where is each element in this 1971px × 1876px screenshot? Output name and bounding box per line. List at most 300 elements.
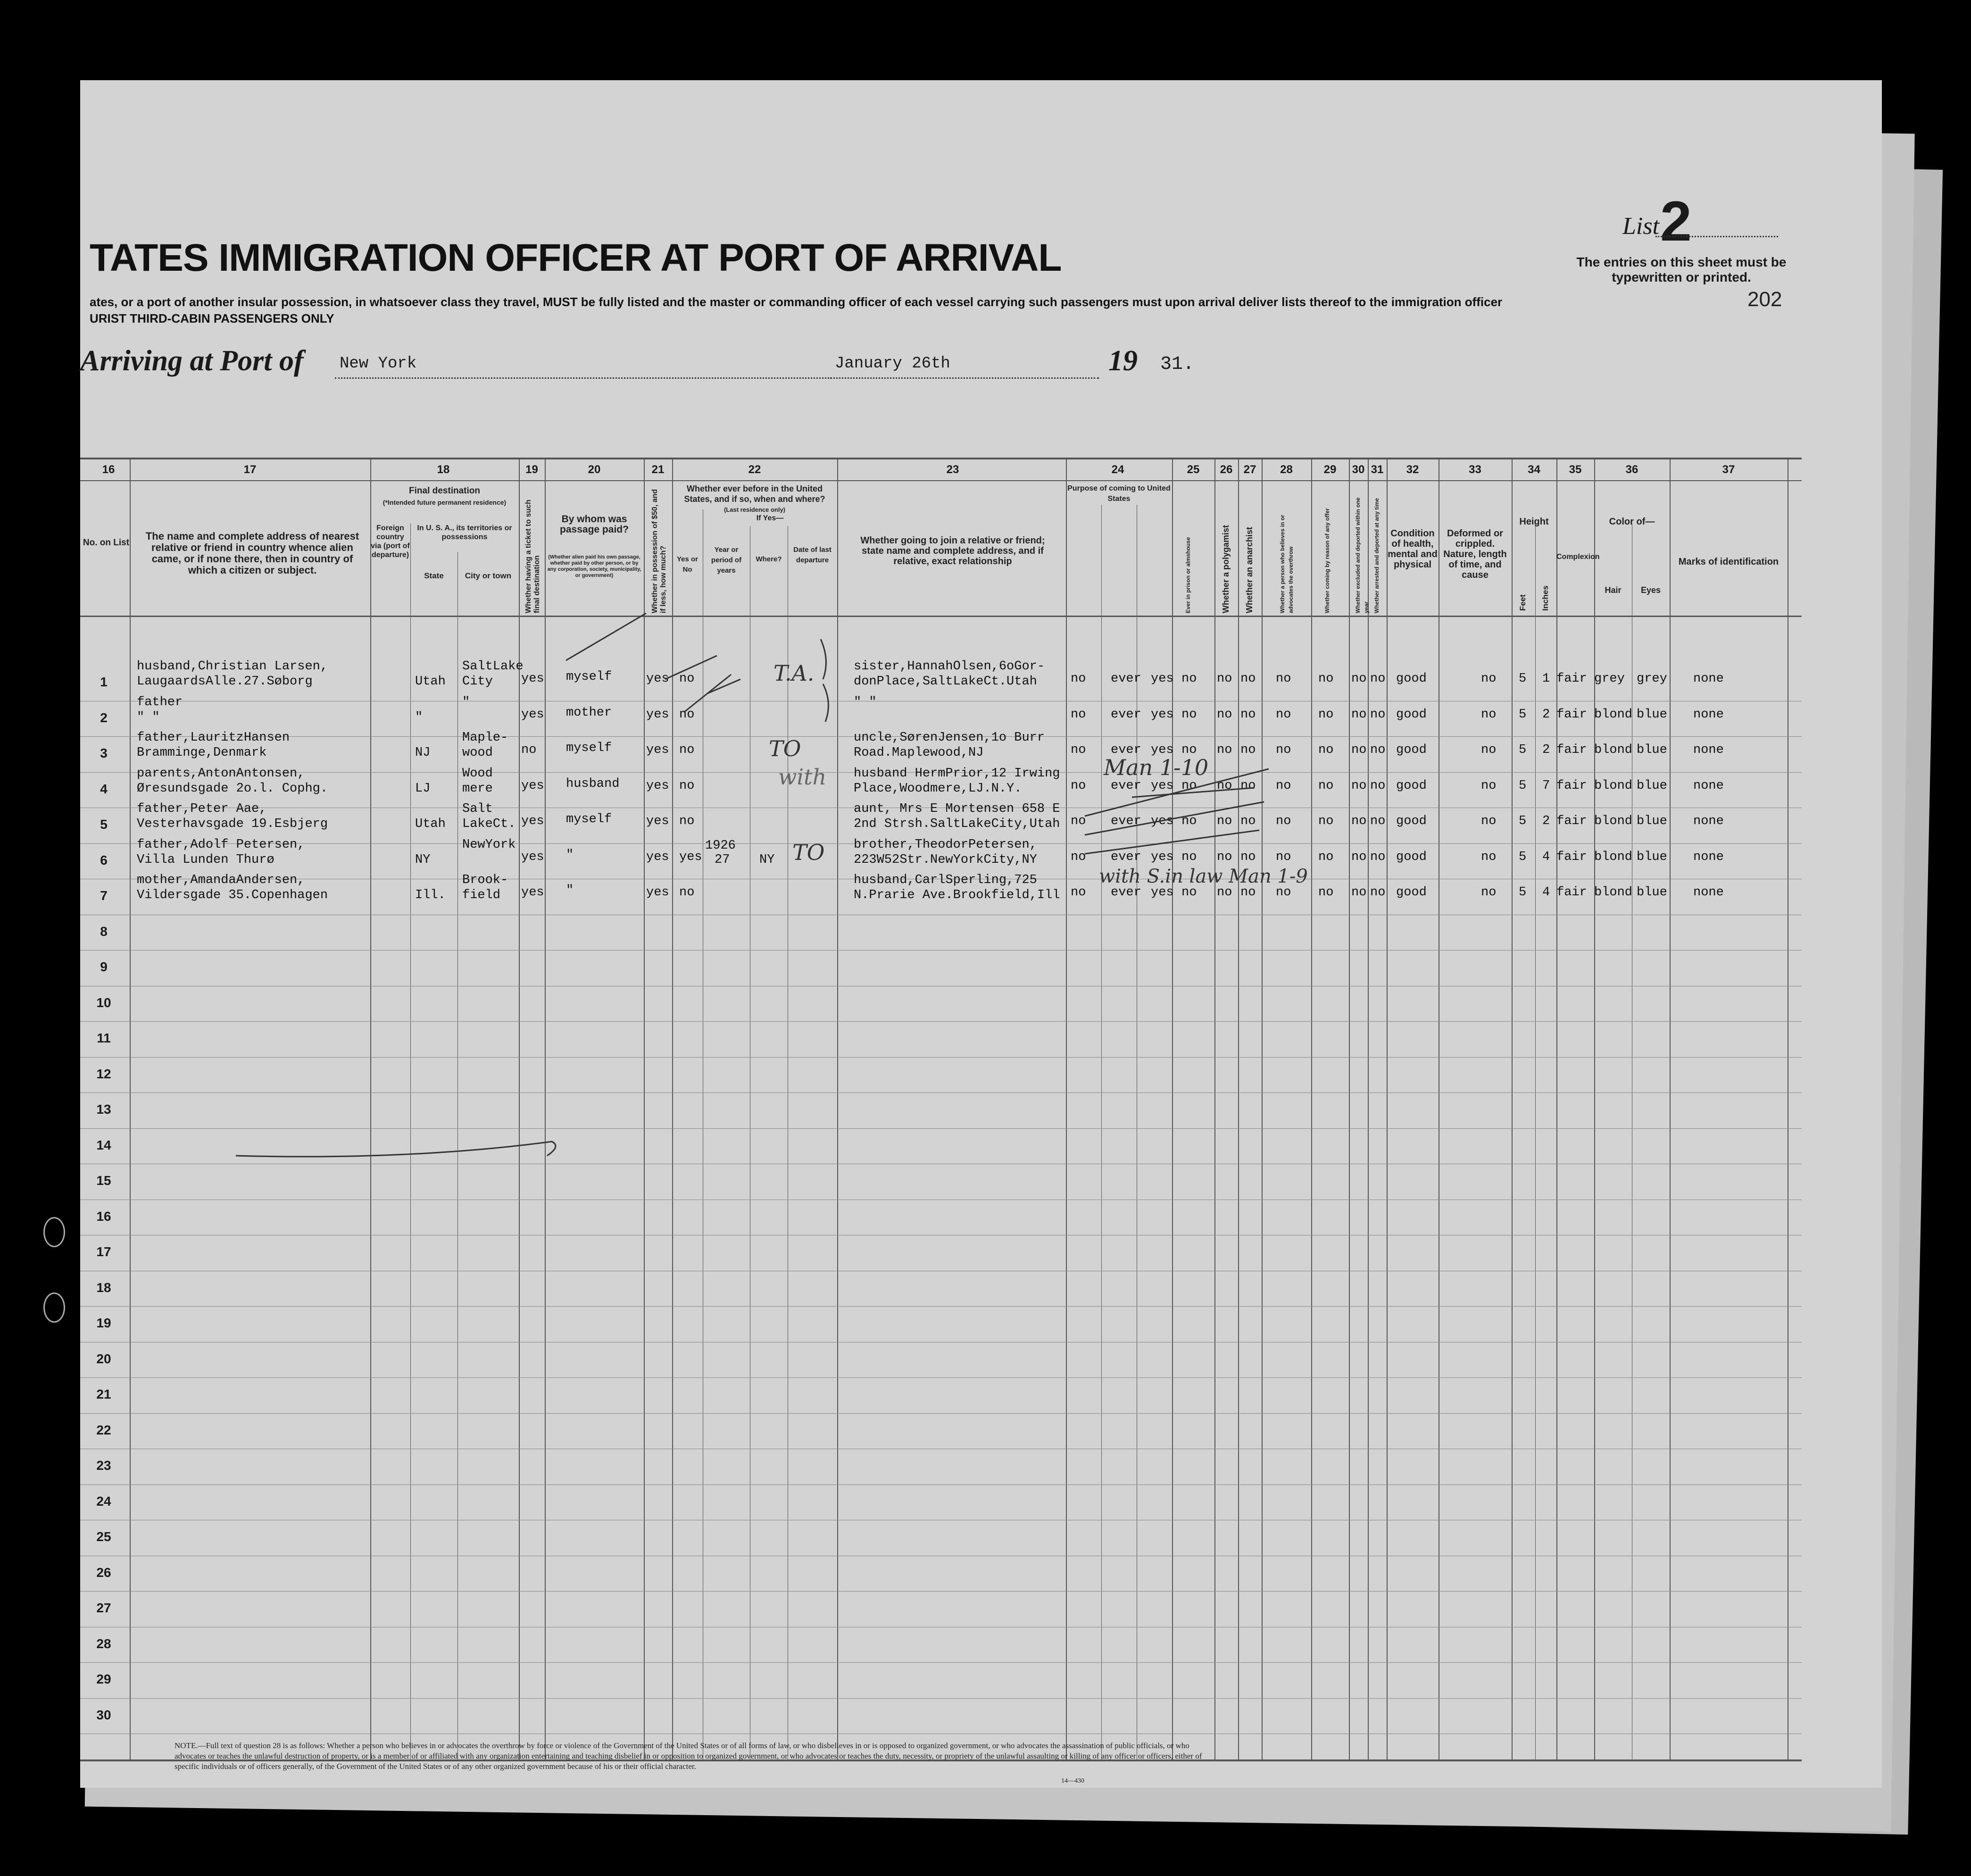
cell-paid: husband — [566, 776, 620, 791]
cell-c28: no — [1276, 885, 1291, 900]
cell-deformed: no — [1481, 778, 1497, 793]
row-number: 17 — [96, 1244, 111, 1259]
cell-city1: Wood — [462, 766, 493, 781]
cell-before: no — [679, 707, 695, 722]
row-number: 28 — [96, 1636, 111, 1651]
cell-marks: none — [1693, 778, 1724, 793]
header-final-destination: Final destination — [409, 486, 480, 496]
cell-c25: no — [1181, 814, 1197, 828]
colnum-36: 36 — [1625, 463, 1638, 476]
cell-paid: myself — [566, 812, 612, 826]
cell-c29: no — [1318, 814, 1334, 828]
colnum-24: 24 — [1111, 463, 1124, 476]
row-number: 6 — [100, 852, 108, 867]
cell-join1: husband,CarlSperling,725 — [854, 873, 1037, 887]
cell-c28: no — [1276, 778, 1291, 793]
row-number: 20 — [96, 1351, 111, 1366]
cell-deformed: no — [1481, 814, 1497, 828]
cell-feet: 5 — [1519, 814, 1527, 828]
cell-c31: no — [1370, 885, 1386, 900]
row-number: 30 — [96, 1707, 111, 1722]
row-number: 3 — [100, 746, 108, 760]
cell-join1: uncle,SørenJensen,1o Burr — [854, 731, 1045, 745]
cell-c26: no — [1217, 743, 1232, 757]
cell-eyes: blue — [1637, 885, 1667, 900]
header-city: City or town — [465, 571, 512, 580]
cell-c26: no — [1217, 814, 1232, 828]
cell-p1: no — [1071, 814, 1086, 828]
cell-p3: yes — [1151, 814, 1174, 828]
header-marks: Marks of identification — [1678, 557, 1779, 567]
cell-c27: no — [1240, 885, 1256, 900]
cell-eyes: blue — [1637, 707, 1667, 722]
cell-rel1: father,Peter Aae, — [137, 802, 267, 816]
header-anarchist: Whether an anarchist — [1245, 526, 1254, 613]
cell-join2: donPlace,SaltLakeCt.Utah — [854, 675, 1037, 689]
row-number: 13 — [96, 1102, 111, 1117]
row-number: 2 — [100, 710, 108, 725]
cell-paid: myself — [566, 670, 612, 684]
cell-ticket: yes — [521, 850, 544, 864]
cell-rel2: Vildersgade 35.Copenhagen — [137, 888, 328, 902]
cell-c28: no — [1276, 743, 1291, 757]
cell-before: no — [679, 778, 695, 793]
cell-deformed: no — [1481, 885, 1497, 900]
cell-state: " — [415, 710, 423, 725]
header-arrested: Whether arrested and deported at any time — [1373, 498, 1380, 613]
cell-city1: Maple- — [462, 731, 508, 745]
colnum-19: 19 — [525, 463, 538, 476]
colnum-31: 31 — [1371, 463, 1384, 476]
cell-money: yes — [646, 707, 669, 722]
header-ticket: Whether having a ticket to such final destination — [524, 500, 541, 613]
cell-state: Utah — [415, 817, 446, 831]
cell-money: yes — [646, 743, 669, 757]
cell-inches: 7 — [1542, 778, 1550, 793]
header-yes-no: Yes or No — [676, 555, 699, 574]
row-number: 18 — [96, 1280, 111, 1295]
cell-p1: no — [1071, 850, 1086, 864]
cell-c30: no — [1351, 850, 1367, 864]
cell-p1: no — [1071, 672, 1086, 686]
cell-before: no — [679, 743, 695, 757]
header-prison: Ever in prison or almshouse — [1185, 537, 1191, 613]
cell-join2: Place,Woodmere,LJ.N.Y. — [854, 781, 1022, 796]
cell-eyes: blue — [1637, 850, 1667, 864]
cell-p3: yes — [1151, 672, 1174, 686]
cell-join1: " " — [854, 695, 877, 709]
cell-hair: blond — [1594, 885, 1633, 900]
colnum-18: 18 — [437, 463, 450, 476]
cell-money: yes — [646, 814, 669, 828]
cell-deformed: no — [1481, 850, 1497, 864]
entries-note: The entries on this sheet must be typewritten or printed. — [1576, 255, 1787, 284]
cell-p2: ever — [1111, 743, 1141, 757]
cell-feet: 5 — [1519, 778, 1527, 793]
header-polygamist: Whether a polygamist — [1221, 525, 1231, 613]
cell-join2: 223W52Str.NewYorkCity,NY — [854, 852, 1037, 867]
cell-rel1: father,LauritzHansen — [137, 731, 290, 745]
cell-before: no — [679, 885, 695, 900]
header-money: Whether in possession of $50, and if less, how much? — [651, 489, 667, 613]
cell-paid: " — [566, 848, 574, 862]
cell-rel1: father,Adolf Petersen, — [137, 837, 305, 852]
colnum-28: 28 — [1280, 463, 1293, 476]
cell-c25: no — [1181, 672, 1197, 686]
cell-city1: Brook- — [462, 873, 508, 887]
cell-complexion: fair — [1556, 778, 1587, 793]
row-number: 15 — [96, 1173, 111, 1188]
colnum-35: 35 — [1569, 463, 1582, 476]
header-excluded: Whether excluded and deported within one year — [1355, 497, 1370, 613]
cell-c26: no — [1217, 707, 1232, 722]
cell-c27: no — [1240, 707, 1256, 722]
cell-complexion: fair — [1556, 885, 1587, 900]
cell-c29: no — [1318, 672, 1334, 686]
cell-c31: no — [1370, 707, 1386, 722]
header-hair: Hair — [1605, 585, 1622, 595]
colnum-34: 34 — [1528, 463, 1540, 476]
subtitle-line-2: URIST THIRD-CABIN PASSENGERS ONLY — [90, 311, 334, 325]
punch-hole — [43, 1292, 65, 1323]
cell-c28: no — [1276, 707, 1291, 722]
cell-feet: 5 — [1519, 743, 1527, 757]
form-number: 14—430 — [1061, 1777, 1084, 1784]
cell-health: good — [1396, 743, 1427, 757]
cell-rel2: " " — [137, 710, 160, 725]
cell-marks: none — [1693, 743, 1724, 757]
list-label: List — [1622, 213, 1660, 240]
cell-c27: no — [1240, 778, 1256, 793]
colnum-30: 30 — [1352, 463, 1365, 476]
cell-join2: Road.Maplewood,NJ — [854, 746, 984, 760]
row-number: 4 — [100, 781, 108, 796]
cell-before: no — [679, 814, 695, 828]
cell-eyes: blue — [1637, 778, 1667, 793]
row-number: 26 — [96, 1565, 111, 1580]
header-ever-before-sub: (Last residence only) — [724, 506, 786, 513]
header-state: State — [424, 571, 444, 580]
row-number: 12 — [96, 1066, 111, 1081]
cell-c25: no — [1181, 778, 1197, 793]
cell-hair: grey — [1594, 672, 1625, 686]
handwritten-note: T.A. — [773, 660, 815, 686]
cell-c30: no — [1351, 672, 1367, 686]
cell-feet: 5 — [1519, 885, 1527, 900]
cell-p2: ever — [1111, 885, 1141, 900]
handwritten-note: with — [778, 764, 827, 790]
cell-rel2: Bramminge,Denmark — [137, 746, 267, 760]
cell-inches: 1 — [1542, 672, 1550, 686]
cell-year2: 27 — [715, 852, 730, 867]
colnum-25: 25 — [1187, 463, 1200, 476]
cell-hair: blond — [1594, 814, 1633, 828]
punch-hole — [43, 1538, 62, 1565]
cell-health: good — [1396, 850, 1427, 864]
header-purpose: Purpose of coming to United States — [1067, 484, 1171, 503]
cell-before: no — [679, 672, 695, 686]
row-number: 14 — [96, 1137, 111, 1152]
cell-c29: no — [1318, 743, 1334, 757]
row-number: 10 — [96, 995, 111, 1010]
cell-city2: wood — [462, 746, 493, 760]
cell-money: yes — [646, 885, 669, 900]
port-line — [80, 344, 1495, 387]
cell-p3: yes — [1151, 743, 1174, 757]
cell-c28: no — [1276, 672, 1291, 686]
punch-hole — [43, 1217, 65, 1247]
pen-marks — [80, 458, 1802, 1759]
header-going-to-join: Whether going to join a relative or friend; state name and complete address, and if relative, exact relationship — [860, 535, 1045, 567]
colnum-21: 21 — [651, 463, 665, 476]
header-complexion: Complexion — [1556, 553, 1600, 561]
row-number: 19 — [96, 1316, 111, 1330]
cell-c29: no — [1318, 707, 1334, 722]
cell-year1: 1926 — [705, 838, 736, 853]
cell-state: LJ — [415, 781, 431, 796]
colnum-33: 33 — [1469, 463, 1481, 476]
row-number: 24 — [96, 1493, 111, 1509]
cell-c28: no — [1276, 850, 1291, 864]
cell-c27: no — [1240, 850, 1256, 864]
cell-c26: no — [1217, 850, 1232, 864]
cell-c31: no — [1370, 850, 1386, 864]
cell-ticket: yes — [521, 707, 544, 722]
cell-join1: sister,HannahOlsen,6oGor- — [854, 659, 1045, 674]
cell-c31: no — [1370, 814, 1386, 828]
subtitle-line-1: ates, or a port of another insular possession, in whatsoever class they travel, MUST be fully listed and the master or commanding officer of each vessel carrying such passengers must upon arrival deliver lists thereof to the immigration officer — [90, 295, 1503, 309]
cell-p2: ever — [1111, 850, 1141, 864]
port-value: New York — [340, 355, 417, 373]
cell-rel2: Vesterhavsgade 19.Esbjerg — [137, 817, 328, 831]
row-number: 7 — [100, 888, 108, 903]
cell-city2: field — [462, 888, 501, 902]
cell-paid: myself — [566, 741, 612, 755]
arrival-date: January 26th — [835, 355, 950, 373]
cell-complexion: fair — [1556, 814, 1587, 828]
cell-deformed: no — [1481, 743, 1497, 757]
cell-p2: ever — [1111, 707, 1141, 722]
cell-c26: no — [1217, 778, 1232, 793]
cell-c30: no — [1351, 814, 1367, 828]
cell-marks: none — [1693, 885, 1724, 900]
cell-p3: yes — [1151, 778, 1174, 793]
handwritten-note: TO — [769, 736, 801, 761]
cell-ticket: no — [521, 743, 537, 757]
cell-ticket: yes — [521, 778, 544, 793]
row-number: 23 — [96, 1458, 111, 1473]
cell-money: yes — [646, 778, 669, 793]
cell-join1: aunt, Mrs E Mortensen 658 E — [854, 802, 1060, 816]
cell-c27: no — [1240, 743, 1256, 757]
colnum-20: 20 — [588, 463, 601, 476]
date-underline — [830, 377, 1099, 379]
cell-eyes: blue — [1637, 743, 1667, 757]
cell-c29: no — [1318, 885, 1334, 900]
header-deformed: Deformed or crippled. Nature, length of time, and cause — [1443, 528, 1507, 580]
header-eyes: Eyes — [1640, 585, 1661, 595]
cell-c26: no — [1217, 885, 1232, 900]
cell-city1: SaltLake — [462, 659, 524, 674]
header-ever-before: Whether ever before in the United States, and if so, when and where? — [684, 484, 825, 504]
cell-rel1: mother,AmandaAndersen, — [137, 873, 305, 887]
cell-marks: none — [1693, 850, 1724, 864]
cell-health: good — [1396, 778, 1427, 793]
cell-money: yes — [646, 672, 669, 686]
cell-c27: no — [1240, 814, 1256, 828]
cell-rel2: Øresundsgade 2o.l. Cophg. — [137, 781, 328, 796]
cell-inches: 2 — [1542, 814, 1550, 828]
cell-rel2: Villa Lunden Thurø — [137, 852, 274, 867]
cell-hair: blond — [1594, 850, 1633, 864]
cell-ticket: yes — [521, 814, 544, 828]
header-height: Height — [1519, 517, 1549, 527]
colnum-27: 27 — [1243, 463, 1256, 476]
row-number: 29 — [96, 1672, 111, 1686]
cell-inches: 2 — [1542, 743, 1550, 757]
cell-inches: 2 — [1542, 707, 1550, 722]
handwritten-note: Man 1-10 — [1104, 755, 1209, 780]
cell-c29: no — [1318, 850, 1334, 864]
cell-p3: yes — [1151, 885, 1174, 900]
cell-complexion: fair — [1556, 850, 1587, 864]
cell-paid: mother — [566, 705, 612, 720]
header-no-on-list: No. on List — [83, 538, 130, 548]
cell-p2: ever — [1111, 672, 1141, 686]
colnum-29: 29 — [1323, 463, 1337, 476]
colnum-37: 37 — [1722, 463, 1735, 476]
cell-c26: no — [1217, 672, 1232, 686]
page-title: TATES IMMIGRATION OFFICER AT PORT OF ARRIVAL — [90, 236, 1062, 279]
cell-rel1: parents,AntonAntonsen, — [137, 766, 305, 781]
cell-c30: no — [1351, 778, 1367, 793]
cell-health: good — [1396, 885, 1427, 900]
cell-join2: N.Prarie Ave.Brookfield,Ill — [854, 888, 1060, 902]
cell-feet: 5 — [1519, 672, 1527, 686]
header-feet: Feet — [1518, 594, 1527, 611]
year-suffix: 31. — [1160, 354, 1195, 375]
cell-complexion: fair — [1556, 743, 1587, 757]
cell-city1: " — [462, 695, 470, 709]
page-number: 202 — [1747, 288, 1782, 311]
cell-complexion: fair — [1556, 672, 1587, 686]
cell-rel2: LaugaardsAlle.27.Søborg — [137, 675, 313, 689]
cell-c30: no — [1351, 707, 1367, 722]
header-foreign-country: Foreign country via (port of departure) — [371, 524, 410, 559]
cell-p1: no — [1071, 778, 1086, 793]
cell-p2: ever — [1111, 814, 1141, 828]
cell-city2: mere — [462, 781, 493, 796]
row-number: 16 — [96, 1209, 111, 1224]
cell-join1: husband HermPrior,12 Irwing — [854, 766, 1060, 781]
cell-paid: " — [566, 884, 574, 898]
cell-c25: no — [1181, 743, 1197, 757]
colnum-17: 17 — [243, 463, 257, 476]
row-number: 1 — [100, 675, 108, 689]
cell-c28: no — [1276, 814, 1291, 828]
cell-p3: yes — [1151, 707, 1174, 722]
header-overthrow: Whether a person who believes in or advocates the overthrow — [1279, 515, 1294, 613]
cell-before: yes — [679, 850, 702, 864]
cell-rel1: father — [137, 695, 183, 709]
cell-p1: no — [1071, 885, 1086, 900]
colnum-26: 26 — [1220, 463, 1233, 476]
cell-marks: none — [1693, 672, 1724, 686]
cell-hair: blond — [1594, 707, 1633, 722]
cell-health: good — [1396, 672, 1427, 686]
footnote: NOTE.—Full text of question 28 is as follows: Whether a person who believes in or advocates the overthrow by force or violence of the Government of the United States or of all forms of law, or who disbelieves in or is opposed to organized government, or who advocates the assassination of public officials, or who advocates or teaches the unlawful destruction of property, or is a member of or affiliated with any organization entertaining and teaching disbelief in or opposition to organized government, or who advocates or teaches the duty, necessity, or propriety of the unlawful assaulting or killing of any officer or officers, either of specific individuals or of officers generally, of the Government of the United States or of any other organized government because of his or their official character. — [175, 1741, 1202, 1771]
cell-city1: Salt — [462, 802, 493, 816]
manifest-table — [80, 458, 1882, 1788]
cell-c27: no — [1240, 672, 1256, 686]
cell-rel1: husband,Christian Larsen, — [137, 659, 328, 674]
cell-hair: blond — [1594, 778, 1633, 793]
header-relative-address: The name and complete address of nearest relative or friend in country whence alien came, or if none there, then in country of which a citizen or subject. — [145, 530, 359, 576]
cell-p1: no — [1071, 707, 1086, 722]
header-date-departure: Date of last departure — [793, 546, 832, 564]
cell-c31: no — [1370, 743, 1386, 757]
cell-marks: none — [1693, 707, 1724, 722]
row-number: 5 — [100, 817, 108, 832]
row-number: 9 — [100, 959, 108, 974]
cell-state: Utah — [415, 675, 446, 689]
cell-city2: City — [462, 675, 493, 689]
header-final-destination-sub: (*Intended future permanent residence) — [383, 499, 507, 506]
colnum-32: 32 — [1406, 463, 1419, 476]
cell-where: NY — [759, 852, 775, 867]
cell-ticket: yes — [521, 885, 544, 900]
cell-feet: 5 — [1519, 707, 1527, 722]
header-where: Where? — [756, 555, 782, 563]
cell-marks: none — [1693, 814, 1724, 828]
row-number: 21 — [96, 1387, 111, 1401]
header-inches: Inches — [1541, 585, 1550, 611]
cell-inches: 4 — [1542, 850, 1550, 864]
cell-hair: blond — [1594, 743, 1633, 757]
cell-state: NY — [415, 852, 431, 867]
colnum-23: 23 — [946, 463, 959, 476]
cell-state: Ill. — [415, 888, 446, 902]
row-number: 11 — [97, 1031, 111, 1045]
cell-money: yes — [646, 850, 669, 864]
cell-p2: ever — [1111, 778, 1141, 793]
header-in-usa: In U. S. A., its territories or possessions — [417, 524, 512, 541]
row-number: 8 — [100, 924, 108, 939]
year-prefix: 19 — [1108, 345, 1138, 377]
cell-complexion: fair — [1556, 707, 1587, 722]
cell-join1: brother,TheodorPetersen, — [854, 837, 1037, 852]
header-year-period: Year or period of years — [711, 546, 742, 575]
handwritten-note: with S.in law Man 1-9 — [1099, 866, 1308, 887]
cell-c25: no — [1181, 885, 1197, 900]
port-label: Arriving at Port of — [80, 345, 304, 377]
row-number: 27 — [96, 1601, 111, 1615]
header-passage-paid: By whom was passage paid? — [560, 514, 629, 535]
cell-c31: no — [1370, 672, 1386, 686]
row-number: 25 — [96, 1529, 111, 1544]
cell-deformed: no — [1481, 707, 1497, 722]
cell-c31: no — [1370, 778, 1386, 793]
cell-p1: no — [1071, 743, 1086, 757]
cell-inches: 4 — [1542, 885, 1550, 900]
row-number: 22 — [96, 1422, 111, 1437]
cell-join2: 2nd Strsh.SaltLakeCity,Utah — [854, 817, 1060, 831]
cell-city2: LakeCt. — [462, 817, 516, 831]
cell-eyes: grey — [1637, 672, 1667, 686]
cell-c25: no — [1181, 850, 1197, 864]
cell-ticket: yes — [521, 672, 544, 686]
header-passage-paid-sub: (Whether alien paid his own passage, whether paid by other person, or by any corporation, society, municipality, or government) — [547, 554, 641, 578]
